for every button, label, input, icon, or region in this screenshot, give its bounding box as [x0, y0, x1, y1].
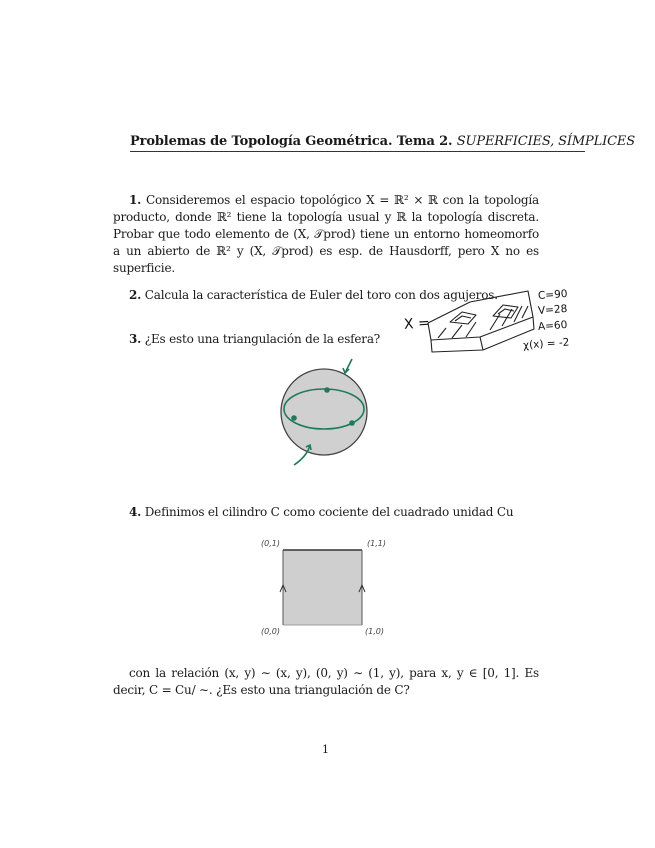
label-top-left: (0,1)	[261, 539, 280, 548]
problem-3-number: 3.	[129, 332, 142, 346]
label-bottom-left: (0,0)	[261, 627, 280, 636]
closing-paragraph: con la relación (x, y) ∼ (x, y), (0, y) ∼ (1, y), para x, y ∈ [0, 1]. Es decir, C = Cu/ ∼. ¿Es esto una triangulación de C?	[113, 666, 539, 697]
problem-2	[129, 288, 498, 302]
problem-3	[129, 332, 380, 346]
unit-square	[283, 550, 362, 625]
title-italic: SUPERFICIES, SÍMPLICES	[456, 134, 636, 149]
title-bold: Problemas de Topología Geométrica. Tema 2.	[130, 134, 453, 149]
problem-4-number: 4.	[129, 505, 142, 519]
annotation-x-label: X =	[403, 315, 431, 333]
sphere-disk	[281, 369, 367, 455]
annotation-v: V=28	[537, 302, 568, 318]
problem-3-text: ¿Es esto una triangulación de la esfera?	[144, 332, 381, 346]
problem-1-text: Consideremos el espacio topológico X = ℝ² × ℝ con la topología producto, donde ℝ² tiene la topología usual y ℝ la topología discreta. Probar que todo elemento de (X, 𝒯prod) tiene un entorno homeomorfo a un abierto de ℝ² y (X, 𝒯prod) es esp. de Hausdorff, pero X no es superficie.	[113, 193, 539, 275]
page-title	[130, 134, 636, 152]
problem-1	[113, 192, 539, 277]
label-top-right: (1,1)	[367, 539, 386, 548]
vertex-left	[291, 415, 297, 421]
problem-4	[129, 505, 513, 519]
equator-curve	[284, 389, 364, 429]
annotation-c: C=90	[537, 287, 568, 303]
arrow-bottom	[294, 445, 310, 465]
annotation-chi: χ(x) = -2	[522, 336, 570, 352]
annotation-a: A=60	[537, 318, 568, 334]
right-edge-arrow	[359, 585, 365, 592]
problem-4-text: Definimos el cilindro C como cociente del cuadrado unidad Cu	[144, 505, 514, 519]
problem-2-text: Calcula la característica de Euler del toro con dos agujeros.	[144, 288, 498, 302]
problem-1-number: 1.	[129, 193, 142, 207]
page-number: 1	[322, 743, 329, 756]
vertex-top	[324, 387, 330, 393]
problem-2-number: 2.	[129, 288, 142, 302]
vertex-right	[349, 420, 355, 426]
arrow-top	[345, 359, 352, 373]
left-edge-arrow	[280, 585, 286, 592]
label-bottom-right: (1,0)	[365, 627, 384, 636]
